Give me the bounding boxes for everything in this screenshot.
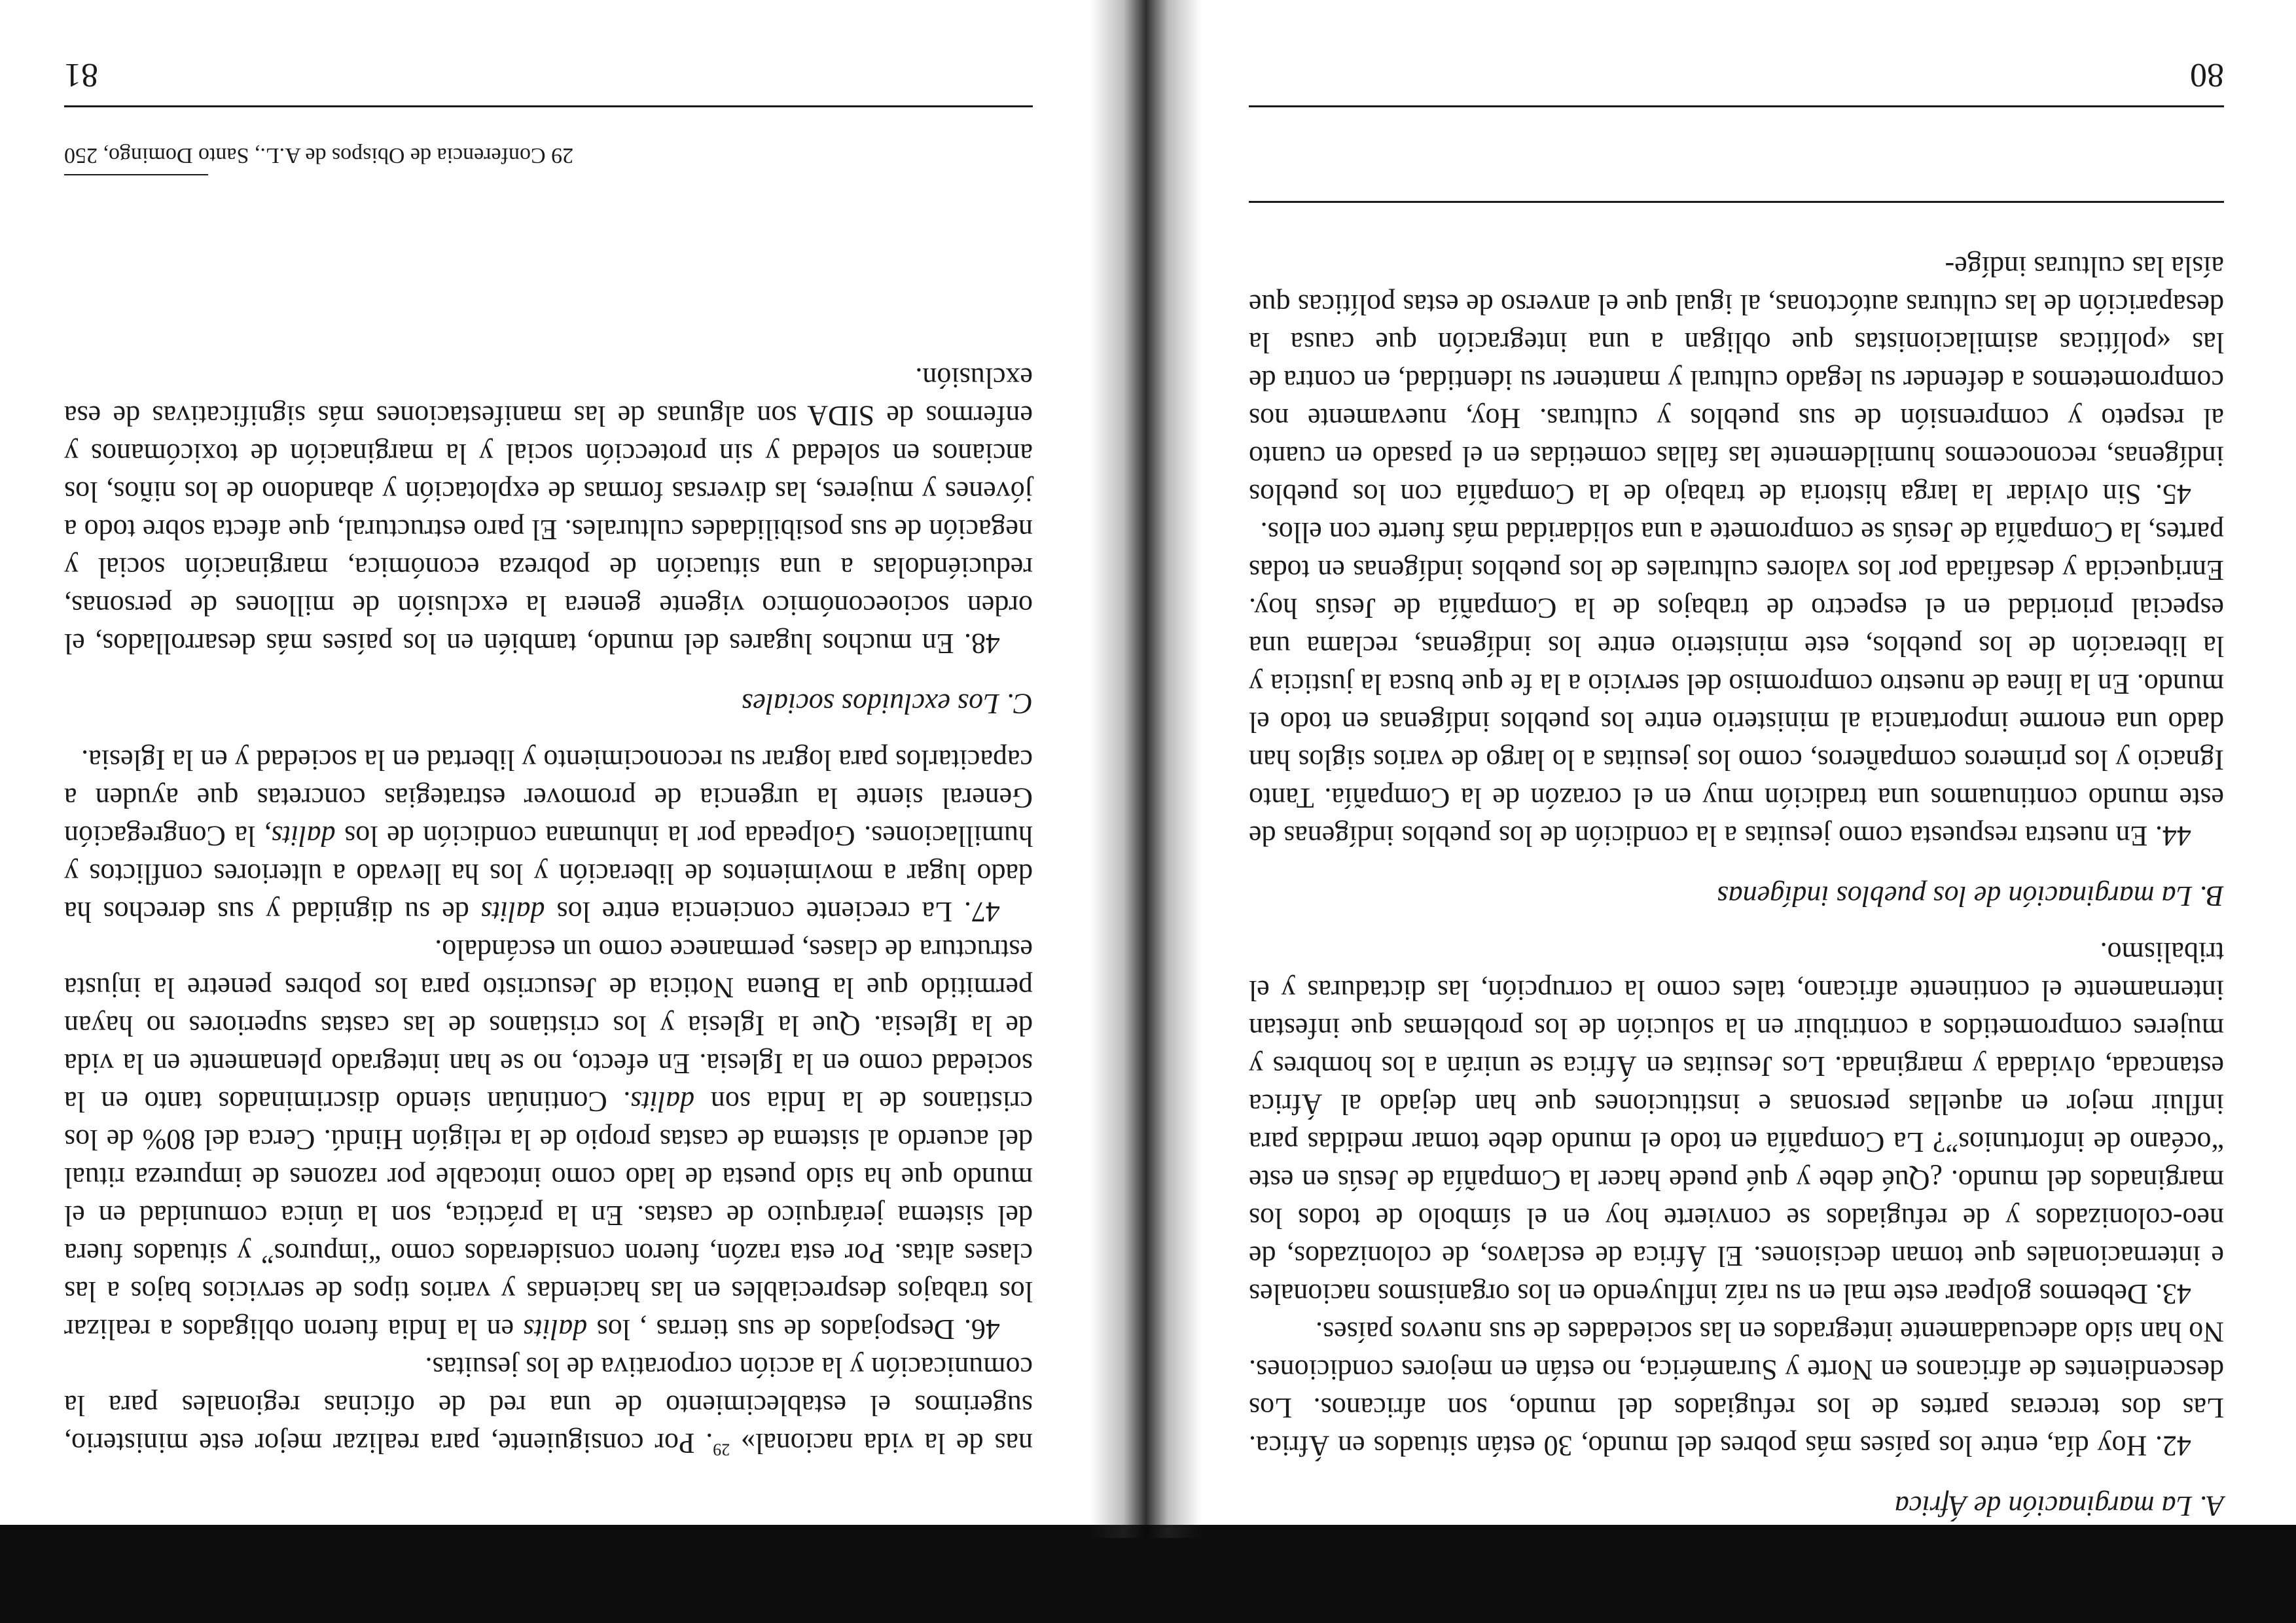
page-number-81: 81 xyxy=(64,56,98,94)
book-gutter xyxy=(1090,0,1202,1538)
page-80-header-rule xyxy=(1249,105,2224,107)
paragraph-44: 44. En nuestra respuesta como jesuitas a la condición de los pueblos indígenas de este mundo continuamos una tradición muy en el corazón de la Compañía. Tanto Ignacio y los primeros compañeros, como los jesuitas a lo largo de varios siglos han dado una enorme importancia al ministerio entre los pueblos indígenas en todo el mundo. En la línea de nuestro compromiso del servicio a la fe que busca la justicia y la liberación de los pueblos, este ministerio entre los indígenas, reclama una especial prioridad en el espectro de trabajos de la Compañía de Jesús hoy. Enriquecida y desafiada por los valores culturales de los pueblos indígenas en todas partes, la Compañía de Jesús se compromete a una solidaridad más fuerte con ellos. xyxy=(1249,516,2224,852)
page-81 xyxy=(64,0,1033,1623)
page-81-header-rule xyxy=(64,105,1033,107)
continuation-text: nas de la vida nacional» xyxy=(741,1427,1033,1459)
page-80-body xyxy=(1249,247,2224,1525)
term-dalits: dalits xyxy=(480,896,545,928)
section-heading-a: A. La marginación de África xyxy=(1894,1490,2224,1522)
paragraph-45: 45. Sin olvidar la larga historia de trabajo de la Compañía con los pueblos indígenas, reconocemos humildemente las fallas cometidas en el pasado en cuanto al respeto y comprensión de sus pueblos y culturas. Hoy, nuevamente nos comprometemos a defender su legado cultural y mantener su identidad, en contra de las «políticas asimilacionistas que obligan a una integración que causa la desaparición de las culturas autóctonas, al igual que el anverso de estas políticas que aísla las culturas indíge- xyxy=(1249,251,2224,510)
paragraph-46 xyxy=(64,931,1033,1348)
paragraph-47-text: 47. La creciente conciencia entre los xyxy=(545,896,1000,928)
paragraph-42: 42. Hoy día, entre los países más pobres del mundo, 30 están situados en África. Las dos terceras partes de los refugiados del mundo, son africanos. Los descendientes de africanos en Norte y Suramérica, no están en mejores condiciones. No han sido adecuadamente integrados en las sociedades de sus nuevos países. xyxy=(1249,1316,2224,1462)
paragraph-47-text: , la Congregación General siente la urgencia de promover estrategias concretas que ayuden a capacitarlos para lograr su reconocimiento y libertad en la sociedad y en la Iglesia. xyxy=(64,744,1033,852)
footnote-reference-29: 29 xyxy=(713,1440,730,1459)
page-80 xyxy=(1249,0,2224,1623)
paragraph-46-text: . Continúan siendo discriminados tanto en la sociedad como en la Iglesia. En efecto, no se han integrado plenamente en la vida de la Iglesia. Que la Iglesia y los cristianos de las castas superiores no hayan permitido que la Buena Noticia de Jesucristo para los pobres penetre la injusta estructura de clases, permanece como un escándalo. xyxy=(64,934,1033,1118)
term-dalits: dalits xyxy=(523,1313,588,1346)
paragraph-43: 43. Debemos golpear este mal en su raíz influyendo en los organismos nacionales e internacionales que toman decisiones. El África de esclavos, de colonizados, de neo-colonizados y de refugiados se convierte hoy en el símbolo de todos los marginados del mundo. ¿Qué debe y qué puede hacer la Compañía de Jesús en este “océano de infortunios”? La Compañía en todo el mundo debe tomar medidas para influir mejor en aquellas personas e instituciones que han dejado al África estancada, olvidada y marginada. Los Jesuitas en África se unirán a los hombres y mujeres comprometidos a contribuir en la solución de los problemas que infestan internamente el continente africano, tales como la corrupción, las dictaduras y el tribalismo. xyxy=(1249,936,2224,1310)
paragraph-46-text: en la India fueron obligados a realizar los trabajos despreciables en las haciendas y varios tipos de servicios bajos a las clases altas. Por esta razón, fueron considerados como “impuros” y situados fuera del sistema jerárquico de castas. En la práctica, son la única comunidad en el mundo que ha sido puesta de lado como intocable por razones de impureza ritual del acuerdo al sistema de castas propio de la religión Hindú. Cerca del 80% de los cristianos de la India son xyxy=(64,1086,1033,1346)
paragraph-46-text: 46. Despojados de sus tierras , los xyxy=(587,1313,1000,1346)
paragraph-48: 48. En muchos lugares del mundo, también en los países más desarrollados, el orden socioeconómico vigente genera la exclusión de millones de personas, reduciéndolas a una situación de pobreza económica, marginación social y negación de sus posibilidades culturales. El paro estructural, que afecta sobre todo a jóvenes y mujeres, las diversas formas de explotación y abandono de los niños, los ancianos en soledad y sin protección social y la marginación de toxicómanos y enfermos de SIDA son algunas de las manifestaciones más significativas de esa exclusión. xyxy=(64,362,1033,660)
page-number-80: 80 xyxy=(2190,56,2224,94)
footnote-29: 29 Conferencia de Obispos de A.L., Santo Domingo, 250 xyxy=(64,143,574,168)
section-heading-c: C. Los excluidos sociales xyxy=(742,688,1033,720)
section-heading-b: B. La marginación de los pueblos indígenas xyxy=(1717,880,2224,912)
term-dalits: dalits xyxy=(271,820,336,852)
paragraph-47 xyxy=(64,741,1033,931)
page-81-body xyxy=(64,359,1033,1462)
continuation-text-rest: . Por consiguiente, para realizar mejor este ministerio, sugerimos el establecimiento de una red de oficinas regionales para la comunicación y la acción corporativa de los jesuitas. xyxy=(64,1351,1033,1459)
paragraph-47-text: de su dignidad y sus derechos ha dado lugar a movimientos de liberación y los ha llevado a ulteriores conflictos y humillaciones. Golpeada por la inhumana condición de los xyxy=(64,820,1033,928)
footnote-rule xyxy=(64,174,208,175)
paragraph-45-continuation xyxy=(64,1348,1033,1462)
term-dalits: dalits xyxy=(630,1086,695,1118)
page-80-bottom-rule xyxy=(1249,201,2224,203)
